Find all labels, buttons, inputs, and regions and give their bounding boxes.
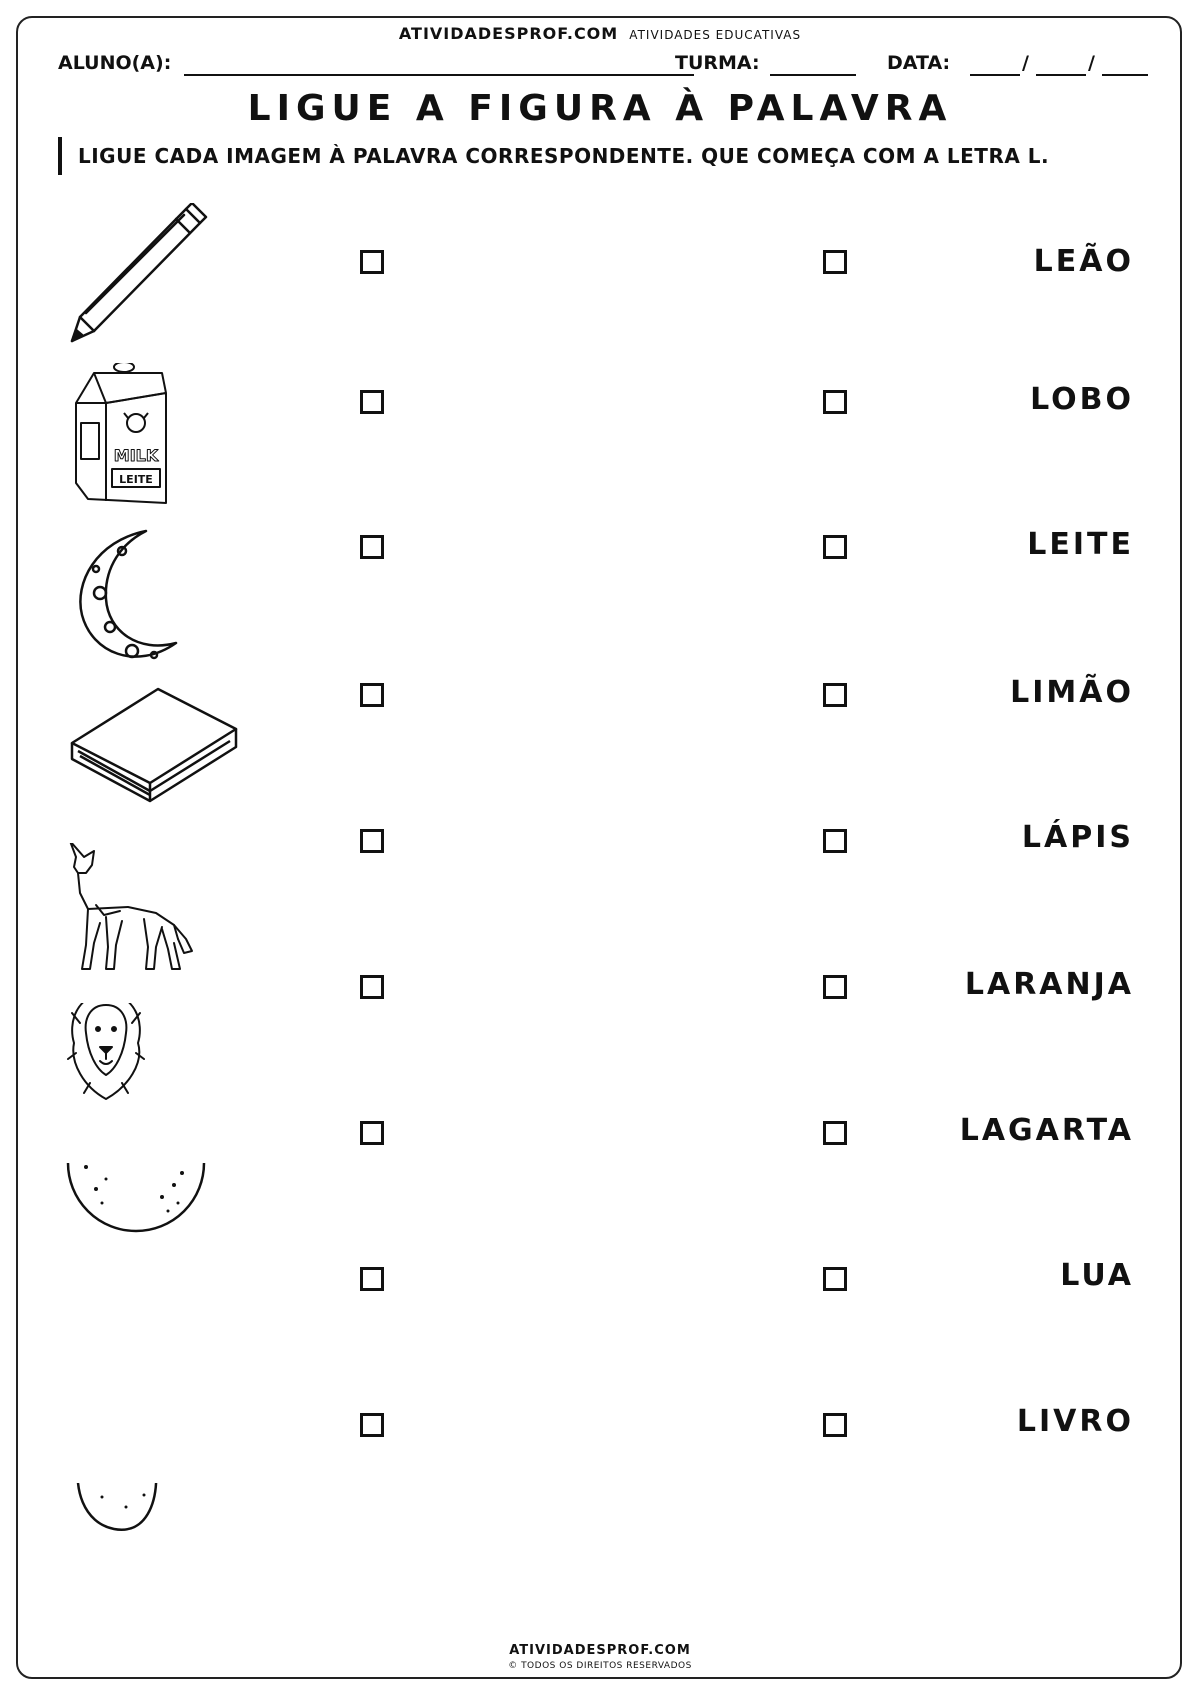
aluno-field[interactable]	[184, 74, 694, 76]
exercise-row-4	[0, 675, 1200, 833]
lion-icon	[66, 1003, 306, 1153]
date-year-field[interactable]	[1102, 74, 1148, 76]
turma-label: TURMA:	[675, 52, 760, 74]
checkbox-picture-3[interactable]	[360, 535, 384, 559]
site-header	[0, 24, 1200, 43]
caterpillar-icon	[66, 1323, 306, 1473]
page-title: LIGUE A FIGURA À PALAVRA	[247, 88, 953, 129]
word-6: LARANJA	[964, 967, 1134, 1002]
exercise-row-2	[0, 363, 1200, 513]
data-label: DATA:	[887, 52, 951, 74]
word-1: LEÃO	[1033, 244, 1134, 279]
footer-copyright: © TODOS OS DIREITOS RESERVADOS	[508, 1661, 692, 1671]
exercise-row-1	[0, 203, 1200, 353]
checkbox-word-2[interactable]	[823, 390, 847, 414]
aluno-label: ALUNO(A):	[58, 52, 172, 74]
book-icon	[66, 683, 306, 833]
checkbox-word-7[interactable]	[823, 1121, 847, 1145]
page-footer	[0, 1643, 1200, 1671]
word-9: LIVRO	[1016, 1404, 1134, 1439]
checkbox-picture-1[interactable]	[360, 250, 384, 274]
site-tagline: ATIVIDADES EDUCATIVAS	[629, 28, 802, 42]
checkbox-word-5[interactable]	[823, 829, 847, 853]
exercise-row-7	[0, 1113, 1200, 1313]
word-8: LUA	[1060, 1258, 1134, 1293]
checkbox-picture-2[interactable]	[360, 390, 384, 414]
leite-text: LEITE	[119, 473, 153, 486]
date-month-field[interactable]	[1036, 74, 1086, 76]
checkbox-picture-4[interactable]	[360, 683, 384, 707]
date-separator: /	[1022, 52, 1029, 74]
word-5: LÁPIS	[1021, 820, 1134, 855]
lemon-icon	[66, 1483, 306, 1633]
checkbox-picture-5[interactable]	[360, 829, 384, 853]
exercise-row-3	[0, 523, 1200, 673]
checkbox-word-3[interactable]	[823, 535, 847, 559]
checkbox-word-9[interactable]	[823, 1413, 847, 1437]
crescent-moon-icon	[66, 523, 306, 673]
checkbox-picture-6[interactable]	[360, 975, 384, 999]
milk-carton-icon	[66, 363, 306, 513]
turma-field[interactable]	[770, 74, 856, 76]
word-3: LEITE	[1027, 527, 1134, 562]
checkbox-word-6[interactable]	[823, 975, 847, 999]
pencil-icon	[66, 203, 306, 353]
exercise-row-9	[0, 1404, 1200, 1633]
checkbox-word-1[interactable]	[823, 250, 847, 274]
milk-text: MILK	[113, 446, 159, 465]
checkbox-picture-8[interactable]	[360, 1267, 384, 1291]
checkbox-word-8[interactable]	[823, 1267, 847, 1291]
word-2: LOBO	[1030, 382, 1134, 417]
footer-site: ATIVIDADESPROF.COM	[509, 1643, 691, 1658]
word-7: LAGARTA	[959, 1113, 1134, 1148]
checkbox-picture-7[interactable]	[360, 1121, 384, 1145]
student-info-line	[58, 52, 1148, 78]
checkbox-picture-9[interactable]	[360, 1413, 384, 1437]
date-day-field[interactable]	[970, 74, 1020, 76]
word-4: LIMÃO	[1010, 675, 1134, 710]
date-separator: /	[1088, 52, 1095, 74]
wolf-icon	[66, 843, 306, 993]
site-name: ATIVIDADESPROF.COM	[398, 24, 619, 43]
exercise-row-8	[0, 1258, 1200, 1473]
instruction: LIGUE CADA IMAGEM À PALAVRA CORRESPONDENTE. QUE COMEÇA COM A LETRA L.	[58, 137, 1049, 175]
orange-icon	[66, 1163, 306, 1313]
checkbox-word-4[interactable]	[823, 683, 847, 707]
